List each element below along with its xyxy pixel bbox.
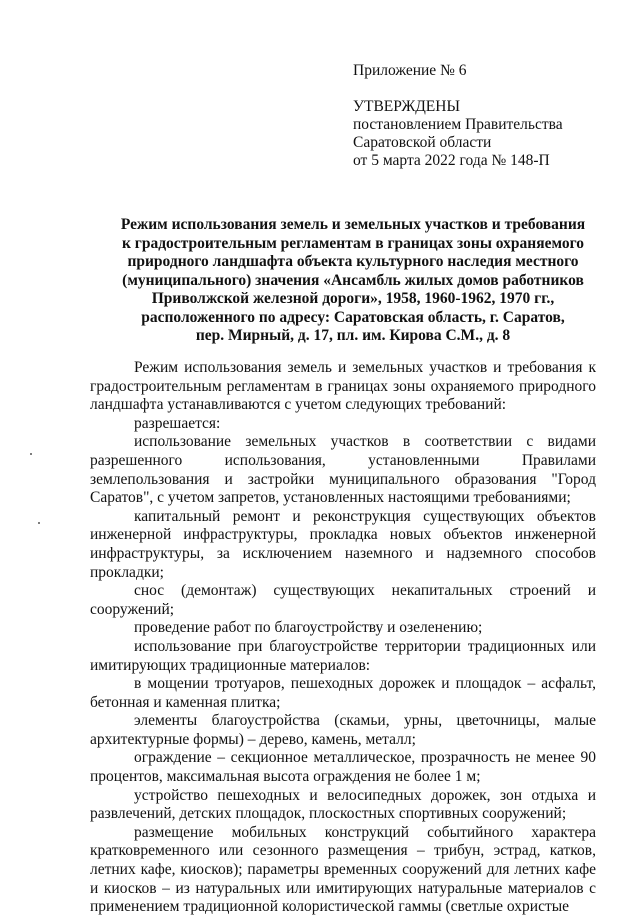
paragraph: использование при благоустройстве территории традиционных или имитирующих традиционные материалов: — [90, 637, 596, 674]
title-line: природного ландшафта объекта культурного наследия местного — [127, 253, 579, 270]
title-line: (муниципального) значения «Ансамбль жилых домов работников — [122, 271, 584, 289]
paragraph: снос (демонтаж) существующих некапитальных строений и сооружений; — [90, 582, 596, 618]
spacer — [353, 80, 613, 98]
title-line: к градостроительным регламентам в границах зоны охраняемого — [122, 234, 584, 252]
paragraph: проведение работ по благоустройству и озеленению; — [134, 619, 483, 637]
scan-speck — [38, 522, 40, 524]
title-line: Приволжской железной дороги», 1958, 1960-1962, 1970 гг., — [151, 290, 555, 307]
approval-line: постановлением Правительства — [353, 116, 563, 133]
approval-line: Саратовской области — [353, 134, 492, 151]
paragraph: размещение мобильных конструкций событийного характера кратковременного или сезонного размещения – трибун, эстрад, катков, летних кафе, киосков); параметры временных сооружений для летних кафе и киосков – из натуральных или имитирующих натуральные материалов с применением традиционной колористической гаммы (светлые охристые — [90, 823, 596, 916]
paragraph: использование земельных участков в соответствии с видами разрешенного использования, установленными Правилами землепользования и застройки муниципального образования "Город Саратов", с учетом запретов, установленных настоящими требованиями; — [90, 433, 596, 507]
paragraph: элементы благоустройства (скамьи, урны, цветочницы, малые архитектурные формы) – дерево, камень, металл; — [90, 712, 596, 748]
scan-speck — [30, 453, 32, 455]
title-line: расположенного по адресу: Саратовская область, г. Саратов, — [141, 308, 565, 326]
paragraph: устройство пешеходных и велосипедных дорожек, зон отдыха и развлечений, детских площадок, плоскостных спортивных сооружений; — [90, 786, 596, 823]
title-line: пер. Мирный, д. 17, пл. им. Кирова С.М., д. 8 — [195, 327, 511, 344]
document-title — [110, 216, 596, 346]
approval-block — [353, 62, 613, 170]
appendix-number: Приложение № 6 — [353, 62, 467, 79]
paragraph: капитальный ремонт и реконструкция существующих объектов инженерной инфраструктуры, прокладка новых объектов инженерной инфраструктуры, за исключением наземного и надземного способов прокладки; — [90, 507, 596, 581]
title-line: Режим использования земель и земельных участков и требования — [120, 216, 586, 233]
approved-heading: УТВЕРЖДЕНЫ — [353, 98, 460, 115]
paragraph: Режим использования земель и земельных участков и требования к градостроительным регламентам в границах зоны охраняемого природного ландшафта устанавливаются с учетом следующих требований: — [90, 359, 596, 414]
document-body — [90, 359, 596, 917]
paragraph: разрешается: — [134, 414, 221, 432]
paragraph: в мощении тротуаров, пешеходных дорожек и площадок – асфальт, бетонная и каменная плитка; — [90, 675, 596, 711]
paragraph: ограждение – секционное металлическое, прозрачность не менее 90 процентов, максимальная высота ограждения не более 1 м; — [90, 749, 596, 786]
approval-line: от 5 марта 2022 года № 148-П — [353, 152, 550, 169]
